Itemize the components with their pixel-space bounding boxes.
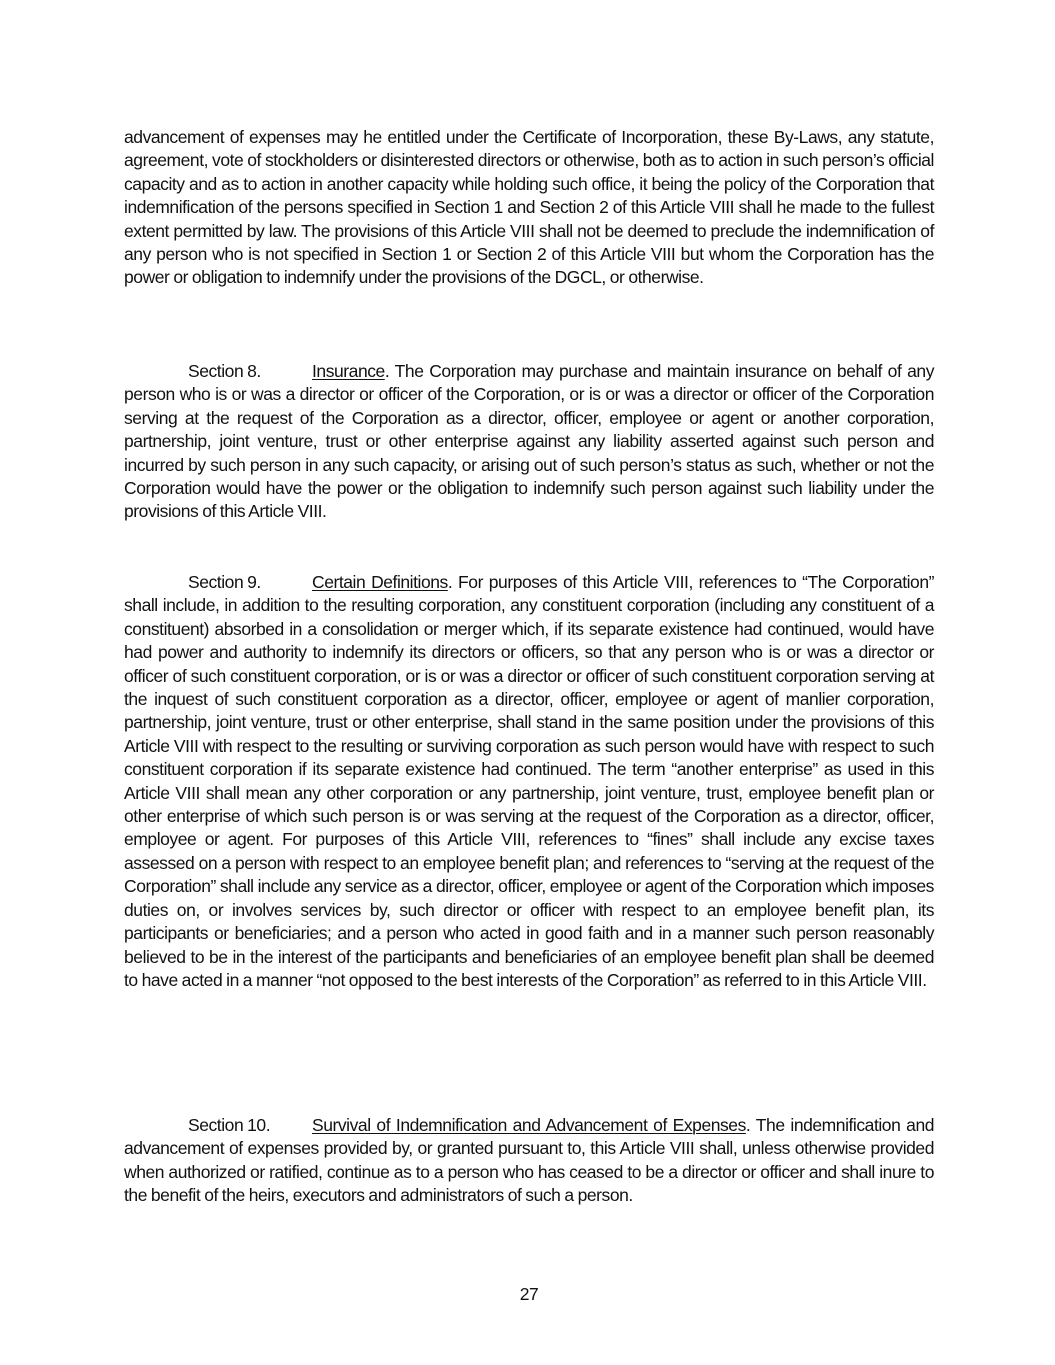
paragraph-text: advancement of expenses may he entitled under the Certificate of Incorporation, these By-Laws, any statute, agreement, vote of stockholders or disinterested directors or otherwise, both as to action in such person’s official capacity and as to action in another capacity while holding such office, it being the policy of the Corporation that indemnification of the persons specified in Section 1 and Section 2 of this Article VIII shall he made to the fullest extent permitted by law. The provisions of this Article VIII shall not be deemed to preclude the indemnification of any person who is not specified in Section 1 or Section 2 of this Article VIII but whom the Corporation has the power or obligation to indemnify under the provisions of the DGCL, or otherwise.: [124, 127, 934, 288]
heading-punctuation: .: [384, 361, 390, 381]
section-number: Section 8.: [188, 361, 261, 381]
heading-punctuation: .: [745, 1115, 751, 1135]
section-10-paragraph: [124, 1114, 934, 1208]
paragraph-text: For purposes of this Article VIII, references to “The Corporation” shall include, in addition to the resulting corporation, any constituent corporation (including any constituent of a constituent) absorbed in a consolidation or merger which, if its separate existence had continued, would have had power and authority to indemnify its directors or officers, so that any person who is or was a director or officer of such constituent corporation, or is or was a director or officer of such constituent corporation serving at the inquest of such constituent corporation as a director, officer, employee or agent of manlier corporation, partnership, joint venture, trust or other enterprise, shall stand in the same position under the provisions of this Article VIII with respect to the resulting or surviving corporation as such person would have with respect to such constituent corporation if its separate existence had continued. The term “another enterprise” as used in this Article VIII shall mean any other corporation or any partnership, joint venture, trust, employee benefit plan or other enterprise of which such person is or was serving at the request of the Corporation as a director, officer, employee or agent. For purposes of this Article VIII, references to “fines” shall include any excise taxes assessed on a person with respect to an employee benefit plan; and references to “serving at the request of the Corporation” shall include any service as a director, officer, employee or agent of the Corporation which imposes duties on, or involves services by, such director or officer with respect to an employee benefit plan, its participants or beneficiaries; and a person who acted in good faith and in a manner such person reasonably believed to be in the interest of the participants and beneficiaries of an employee benefit plan shall be deemed to have acted in a manner “not opposed to the best interests of the Corporation” as referred to in this Article VIII.: [124, 572, 934, 990]
page-number: 27: [519, 1284, 539, 1304]
section-number: Section 9.: [188, 572, 261, 592]
section-heading: Survival of Indemnification and Advancement of Expenses: [312, 1115, 746, 1135]
document-page: [124, 0, 934, 1365]
section-number: Section 10.: [188, 1115, 271, 1135]
section-9-paragraph: [124, 571, 934, 992]
continuation-paragraph: [124, 126, 934, 290]
section-8-paragraph: [124, 360, 934, 524]
paragraph-text: The Corporation may purchase and maintain insurance on behalf of any person who is or was a director or officer of the Corporation, or is or was a director or officer of the Corporation serving at the request of the Corporation as a director, officer, employee or agent or another corporation, partnership, joint venture, trust or other enterprise against any liability asserted against such person and incurred by such person in any such capacity, or arising out of such person’s status as such, whether or not the Corporation would have the power or the obligation to indemnify such person against such liability under the provisions of this Article VIII.: [124, 361, 934, 522]
paragraph-text: The indemnification and advancement of expenses provided by, or granted pursuant to, this Article VIII shall, unless otherwise provided when authorized or ratified, continue as to a person who has ceased to be a director or officer and shall inure to the benefit of the heirs, executors and administrators of such a person.: [124, 1115, 935, 1206]
section-heading: Insurance: [312, 361, 385, 381]
heading-punctuation: .: [447, 572, 453, 592]
section-heading: Certain Definitions: [312, 572, 448, 592]
